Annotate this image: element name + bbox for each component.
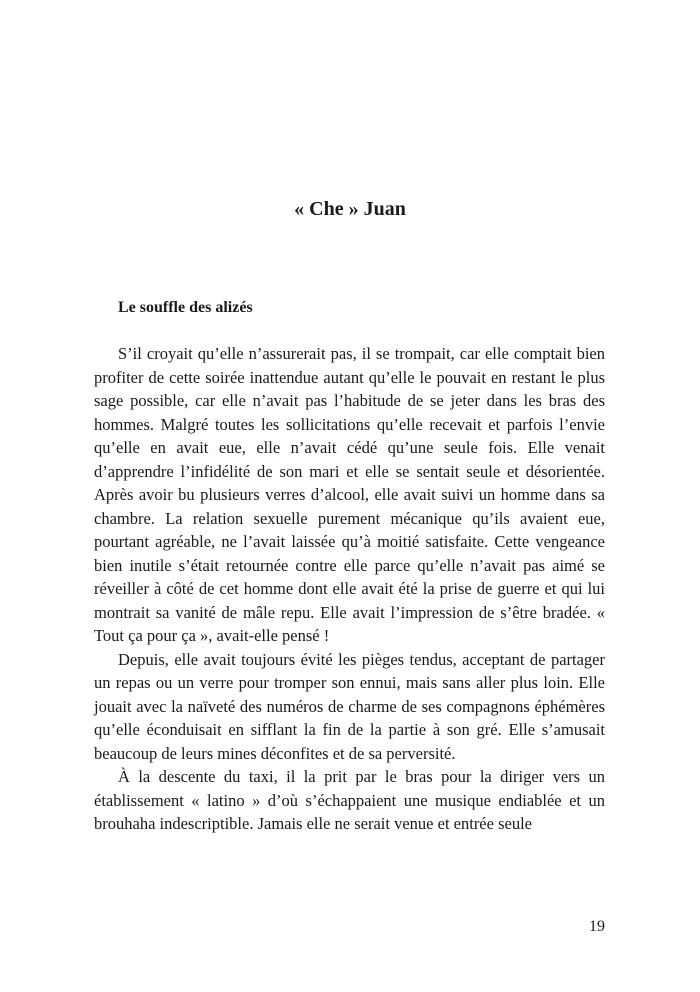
page-number: 19 (589, 918, 605, 935)
chapter-title: « Che » Juan (294, 198, 406, 220)
paragraph-1: S’il croyait qu’elle n’assurerait pas, il se trompait, car elle comptait bien profiter de cette soirée inattendue autant qu’elle le pouvait en restant le plus sage possible, car elle n’avait pas l’habitude de se jeter dans les bras des hommes. Malgré toutes les sollicitations qu’elle recevait et parfois l’envie qu’elle en avait eue, elle n’avait cédé qu’une seule fois. Elle venait d’apprendre l’infidélité de son mari et elle se sentait seule et désorientée. Après avoir bu plusieurs verres d’alcool, elle avait suivi un homme dans sa chambre. La relation sexuelle purement mécanique qu’ils avaient eue, pourtant agréable, ne l’avait laissée qu’à moitié satisfaite. Cette vengeance bien inutile s’était retournée contre elle parce qu’elle n’avait pas aimé se réveiller à côté de cet homme dont elle avait été la prise de guerre et qui lui montrait sa vanité de mâle repu. Elle avait l’impression de s’être bradée. « Tout ça pour ça », avait-elle pensé ! (94, 344, 605, 645)
paragraph-3: À la descente du taxi, il la prit par le bras pour la diriger vers un établissement « latino » d’où s’échappaient une musique endiablée et un brouhaha indescriptible. Jamais elle ne serait venue et entrée seule (94, 767, 605, 833)
body-text (94, 342, 605, 836)
section-title: Le souffle des alizés (118, 299, 253, 316)
paragraph-2: Depuis, elle avait toujours évité les pièges tendus, acceptant de partager un repas ou un verre pour tromper son ennui, mais sans aller plus loin. Elle jouait avec la naïveté des numéros de charme de ses compagnons éphémères qu’elle éconduisait en sifflant la fin de la partie à son gré. Elle s’amusait beaucoup de leurs mines déconfites et de sa perversité. (94, 649, 605, 763)
